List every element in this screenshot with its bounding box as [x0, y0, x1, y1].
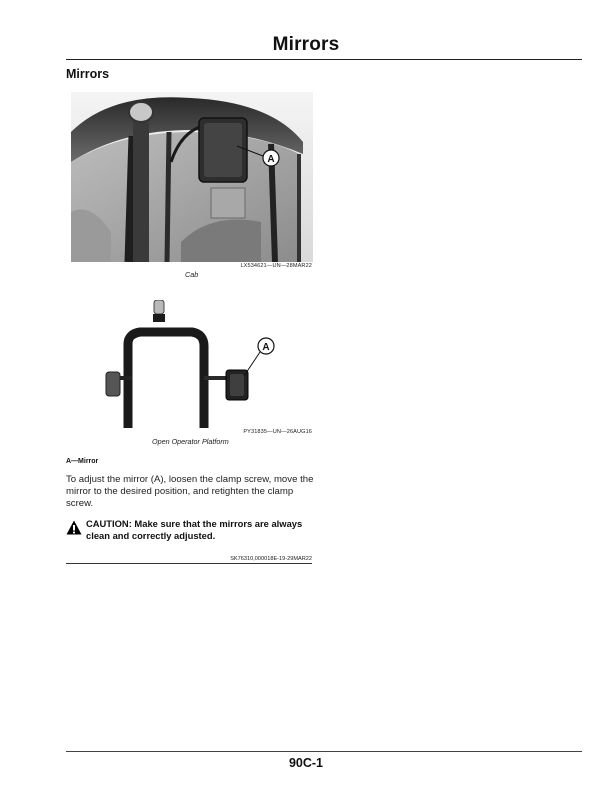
footer-divider	[66, 751, 582, 752]
section-heading: Mirrors	[66, 67, 110, 81]
page-title: Mirrors	[272, 34, 340, 55]
cab-mirror-photo	[71, 92, 313, 262]
reference-code: SK76310,000018E-19-29MAR22	[230, 556, 312, 562]
open-platform-mirror-photo	[96, 300, 312, 428]
reference-divider	[66, 563, 312, 564]
caption-cab: Cab	[185, 270, 199, 279]
figure-legend: A—Mirror	[66, 458, 99, 465]
callout-a-cab: A	[267, 154, 275, 165]
caption-open: Open Operator Platform	[152, 437, 229, 446]
adjustment-instructions: To adjust the mirror (A), loosen the clamp screw, move the mirror to the desired position, and retighten the clamp screw.	[66, 474, 314, 509]
title-divider	[66, 59, 582, 60]
warning-triangle-icon	[66, 520, 82, 535]
caution-text: CAUTION: Make sure that the mirrors are always clean and correctly adjusted.	[86, 518, 303, 541]
page-number: 90C-1	[288, 756, 324, 770]
callout-a-open: A	[262, 342, 270, 353]
caution-notice	[66, 518, 316, 542]
image-code-open: PY31835—UN—26AUG16	[243, 429, 312, 435]
image-code-cab: LX534621—UN—28MAR22	[240, 263, 312, 269]
